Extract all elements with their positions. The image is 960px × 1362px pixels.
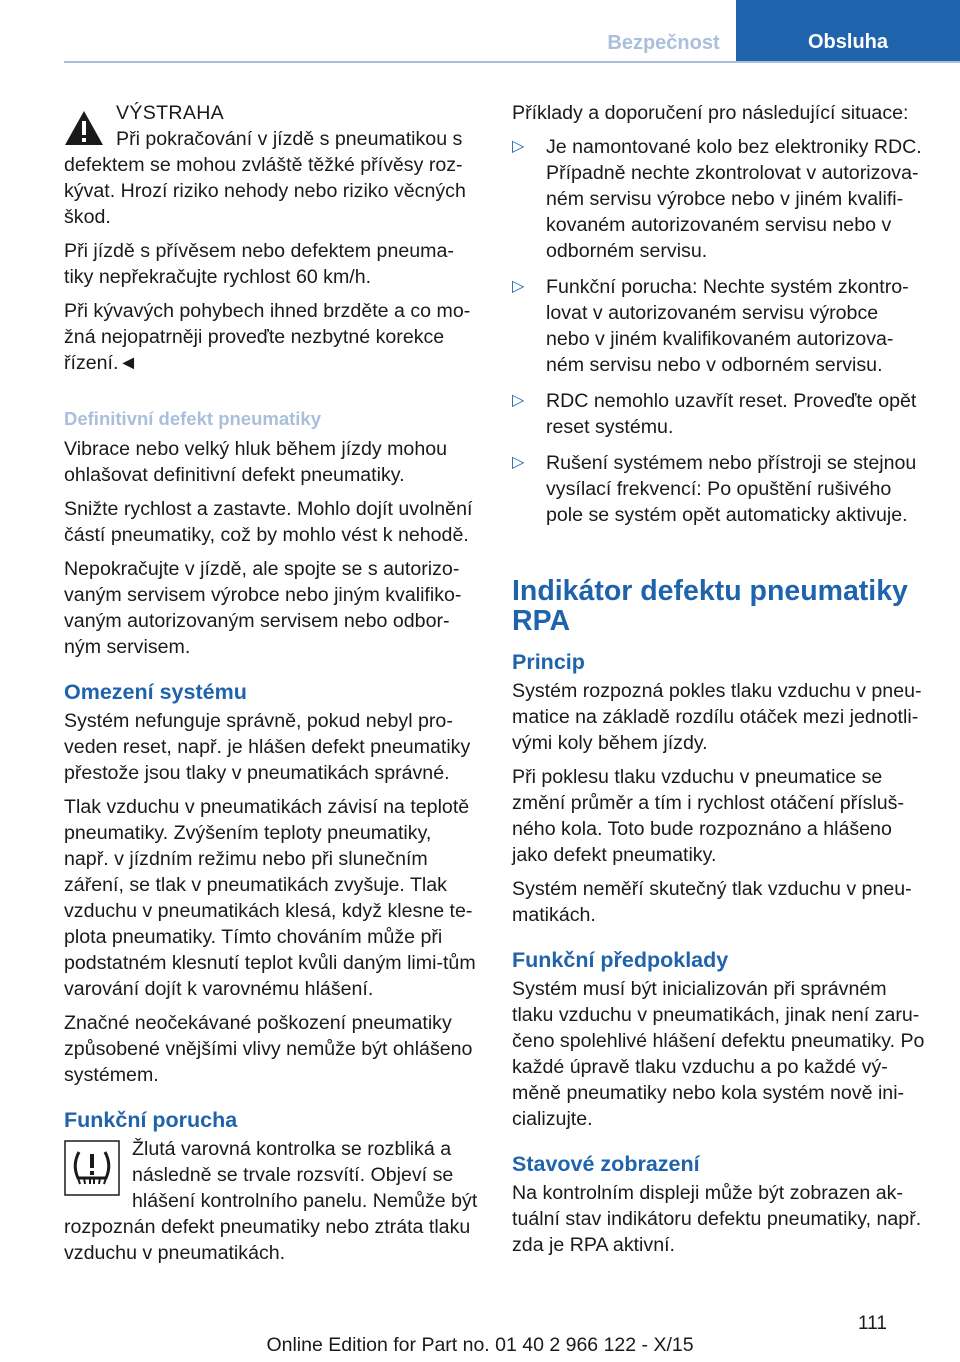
warning-text-2: Při jízdě s přívěsem nebo defektem pneuma-tiky nepřekračujte rychlost 60 km/h. bbox=[64, 240, 454, 288]
system-limits-text-2: Tlak vzduchu v pneumatikách závisí na teplotě pneumatiky. Zvýšením teploty pneumatiky, např. v jízdním režimu nebo při slunečním záření, se tlak v pneumatikách zvyšuje. Tlak vzduchu v pneumatikách klesá, když klesne te-plota pneumatiky. Tímto chováním může při podstatném klesnutí teplot kvůli daným limi-tům varování dojít k varovnému hlášení. bbox=[64, 796, 476, 1000]
definitive-defect-text-2: Snižte rychlost a zastavte. Mohlo dojít uvolnění částí pneumatiky, což by mohlo vést k nehodě. bbox=[64, 498, 473, 546]
definitive-defect-text-1: Vibrace nebo velký hluk během jízdy mohou ohlašovat definitivní defekt pneumatiky. bbox=[64, 438, 448, 486]
status-display-heading: Stavové zobrazení bbox=[512, 1152, 700, 1176]
list-item bbox=[512, 388, 927, 440]
list-item bbox=[512, 450, 927, 528]
prerequisites-text: Systém musí být inicializován při správném tlaku vzduchu v pneumatikách, jinak není zaru-čeno spolehlivé hlášení defektu pneumatiky. Po každé úpravě tlaku vzduchu a po každé vý-měně pneumatiky nebo kola systém nově ini-cializujte. bbox=[512, 978, 925, 1130]
warning-title: VÝSTRAHA bbox=[116, 102, 225, 124]
system-limits-heading: Omezení systému bbox=[64, 680, 247, 704]
principle-text-3: Systém neměří skutečný tlak vzduchu v pneu-matikách. bbox=[512, 878, 912, 926]
list-item bbox=[512, 134, 927, 264]
prerequisites-heading: Funkční předpoklady bbox=[512, 948, 729, 972]
list-item bbox=[512, 274, 927, 378]
list-item-text: Funkční porucha: Nechte systém zkontro-lovat v autorizovaném servisu výrobce nebo v jiném kvalifikovaném autorizova-ném servisu nebo v odborném servisu. bbox=[546, 276, 909, 376]
warning-text-1: Při pokračování v jízdě s pneumatikou s defektem se mohou zvláště těžké přívěsy roz-kývat. Hrozí riziko nehody nebo riziko věcných škod. bbox=[64, 128, 466, 228]
warning-text-3: Při kývavých pohybech ihned brzděte a co mo-žná nejopatrněji proveďte nezbytné korekce řízení.◄ bbox=[64, 300, 471, 374]
malfunction-heading: Funkční porucha bbox=[64, 1108, 238, 1132]
header-divider bbox=[64, 61, 960, 63]
edition-footer: Online Edition for Part no. 01 40 2 966 122 - X/15 bbox=[266, 1334, 694, 1356]
left-column bbox=[64, 100, 478, 1274]
triangle-bullet-icon: ▷ bbox=[512, 392, 525, 409]
definitive-defect-heading: Definitivní defekt pneumatiky bbox=[64, 408, 321, 429]
list-item-text: RDC nemohlo uzavřít reset. Proveďte opět reset systému. bbox=[546, 390, 917, 438]
warning-block bbox=[64, 100, 478, 376]
situations-intro: Příklady a doporučení pro následující situace: bbox=[512, 102, 909, 124]
triangle-bullet-icon: ▷ bbox=[512, 278, 525, 295]
tire-pressure-warning-icon bbox=[64, 1140, 120, 1196]
right-column bbox=[512, 100, 927, 1266]
tab-operation[interactable]: Obsluha bbox=[736, 0, 960, 62]
triangle-bullet-icon: ▷ bbox=[512, 138, 525, 155]
list-item-text: Je namontované kolo bez elektroniky RDC. Případně nechte zkontrolovat v autorizova-ném servisu výrobce nebo v jiném kvalifi-kovaném autorizovaném servisu nebo v odborném servisu. bbox=[546, 136, 922, 262]
status-display-text: Na kontrolním displeji může být zobrazen ak-tuální stav indikátoru defektu pneumatiky, např. zda je RPA aktivní. bbox=[512, 1182, 922, 1256]
principle-heading: Princip bbox=[512, 650, 585, 674]
principle-text-2: Při poklesu tlaku vzduchu v pneumatice se změní průměr a tím i rychlost otáčení přísluš-ného kola. Toto bude rozpoznáno a hlášeno jako defekt pneumatiky. bbox=[512, 766, 904, 866]
triangle-bullet-icon: ▷ bbox=[512, 454, 525, 471]
malfunction-block bbox=[64, 1136, 478, 1266]
malfunction-text: Žlutá varovná kontrolka se rozbliká a následně se trvale rozsvítí. Objeví se hlášení kontrolního panelu. Nemůže být rozpoznán defekt pneumatiky nebo ztráta tlaku vzduchu v pneumatikách. bbox=[64, 1138, 478, 1264]
warning-triangle-icon bbox=[64, 110, 104, 146]
page-header bbox=[0, 0, 960, 62]
rpa-section-title: Indikátor defektu pneumatiky RPA bbox=[512, 575, 908, 637]
system-limits-text-3: Značné neočekávané poškození pneumatiky způsobené vnějšími vlivy nemůže být ohlášeno systémem. bbox=[64, 1012, 473, 1086]
principle-text-1: Systém rozpozná pokles tlaku vzduchu v pneu-matice na základě rozdílu otáček mezi jednotli-vými koly během jízdy. bbox=[512, 680, 922, 754]
system-limits-text-1: Systém nefunguje správně, pokud nebyl pro-veden reset, např. je hlášen defekt pneumatiky přestože jsou tlaky v pneumatikách správné. bbox=[64, 710, 471, 784]
definitive-defect-text-3: Nepokračujte v jízdě, ale spojte se s autorizo-vaným servisem výrobce nebo jiným kvalifiko-vaným autorizovaným servisem nebo odbor-ným servisem. bbox=[64, 558, 462, 658]
situations-list bbox=[512, 134, 927, 528]
page-number: 111 bbox=[858, 1313, 887, 1334]
list-item-text: Rušení systémem nebo přístroji se stejnou vysílací frekvencí: Po opuštění rušivého pole se systém opět automaticky aktivuje. bbox=[546, 452, 917, 526]
tab-safety[interactable]: Bezpečnost bbox=[591, 0, 736, 62]
